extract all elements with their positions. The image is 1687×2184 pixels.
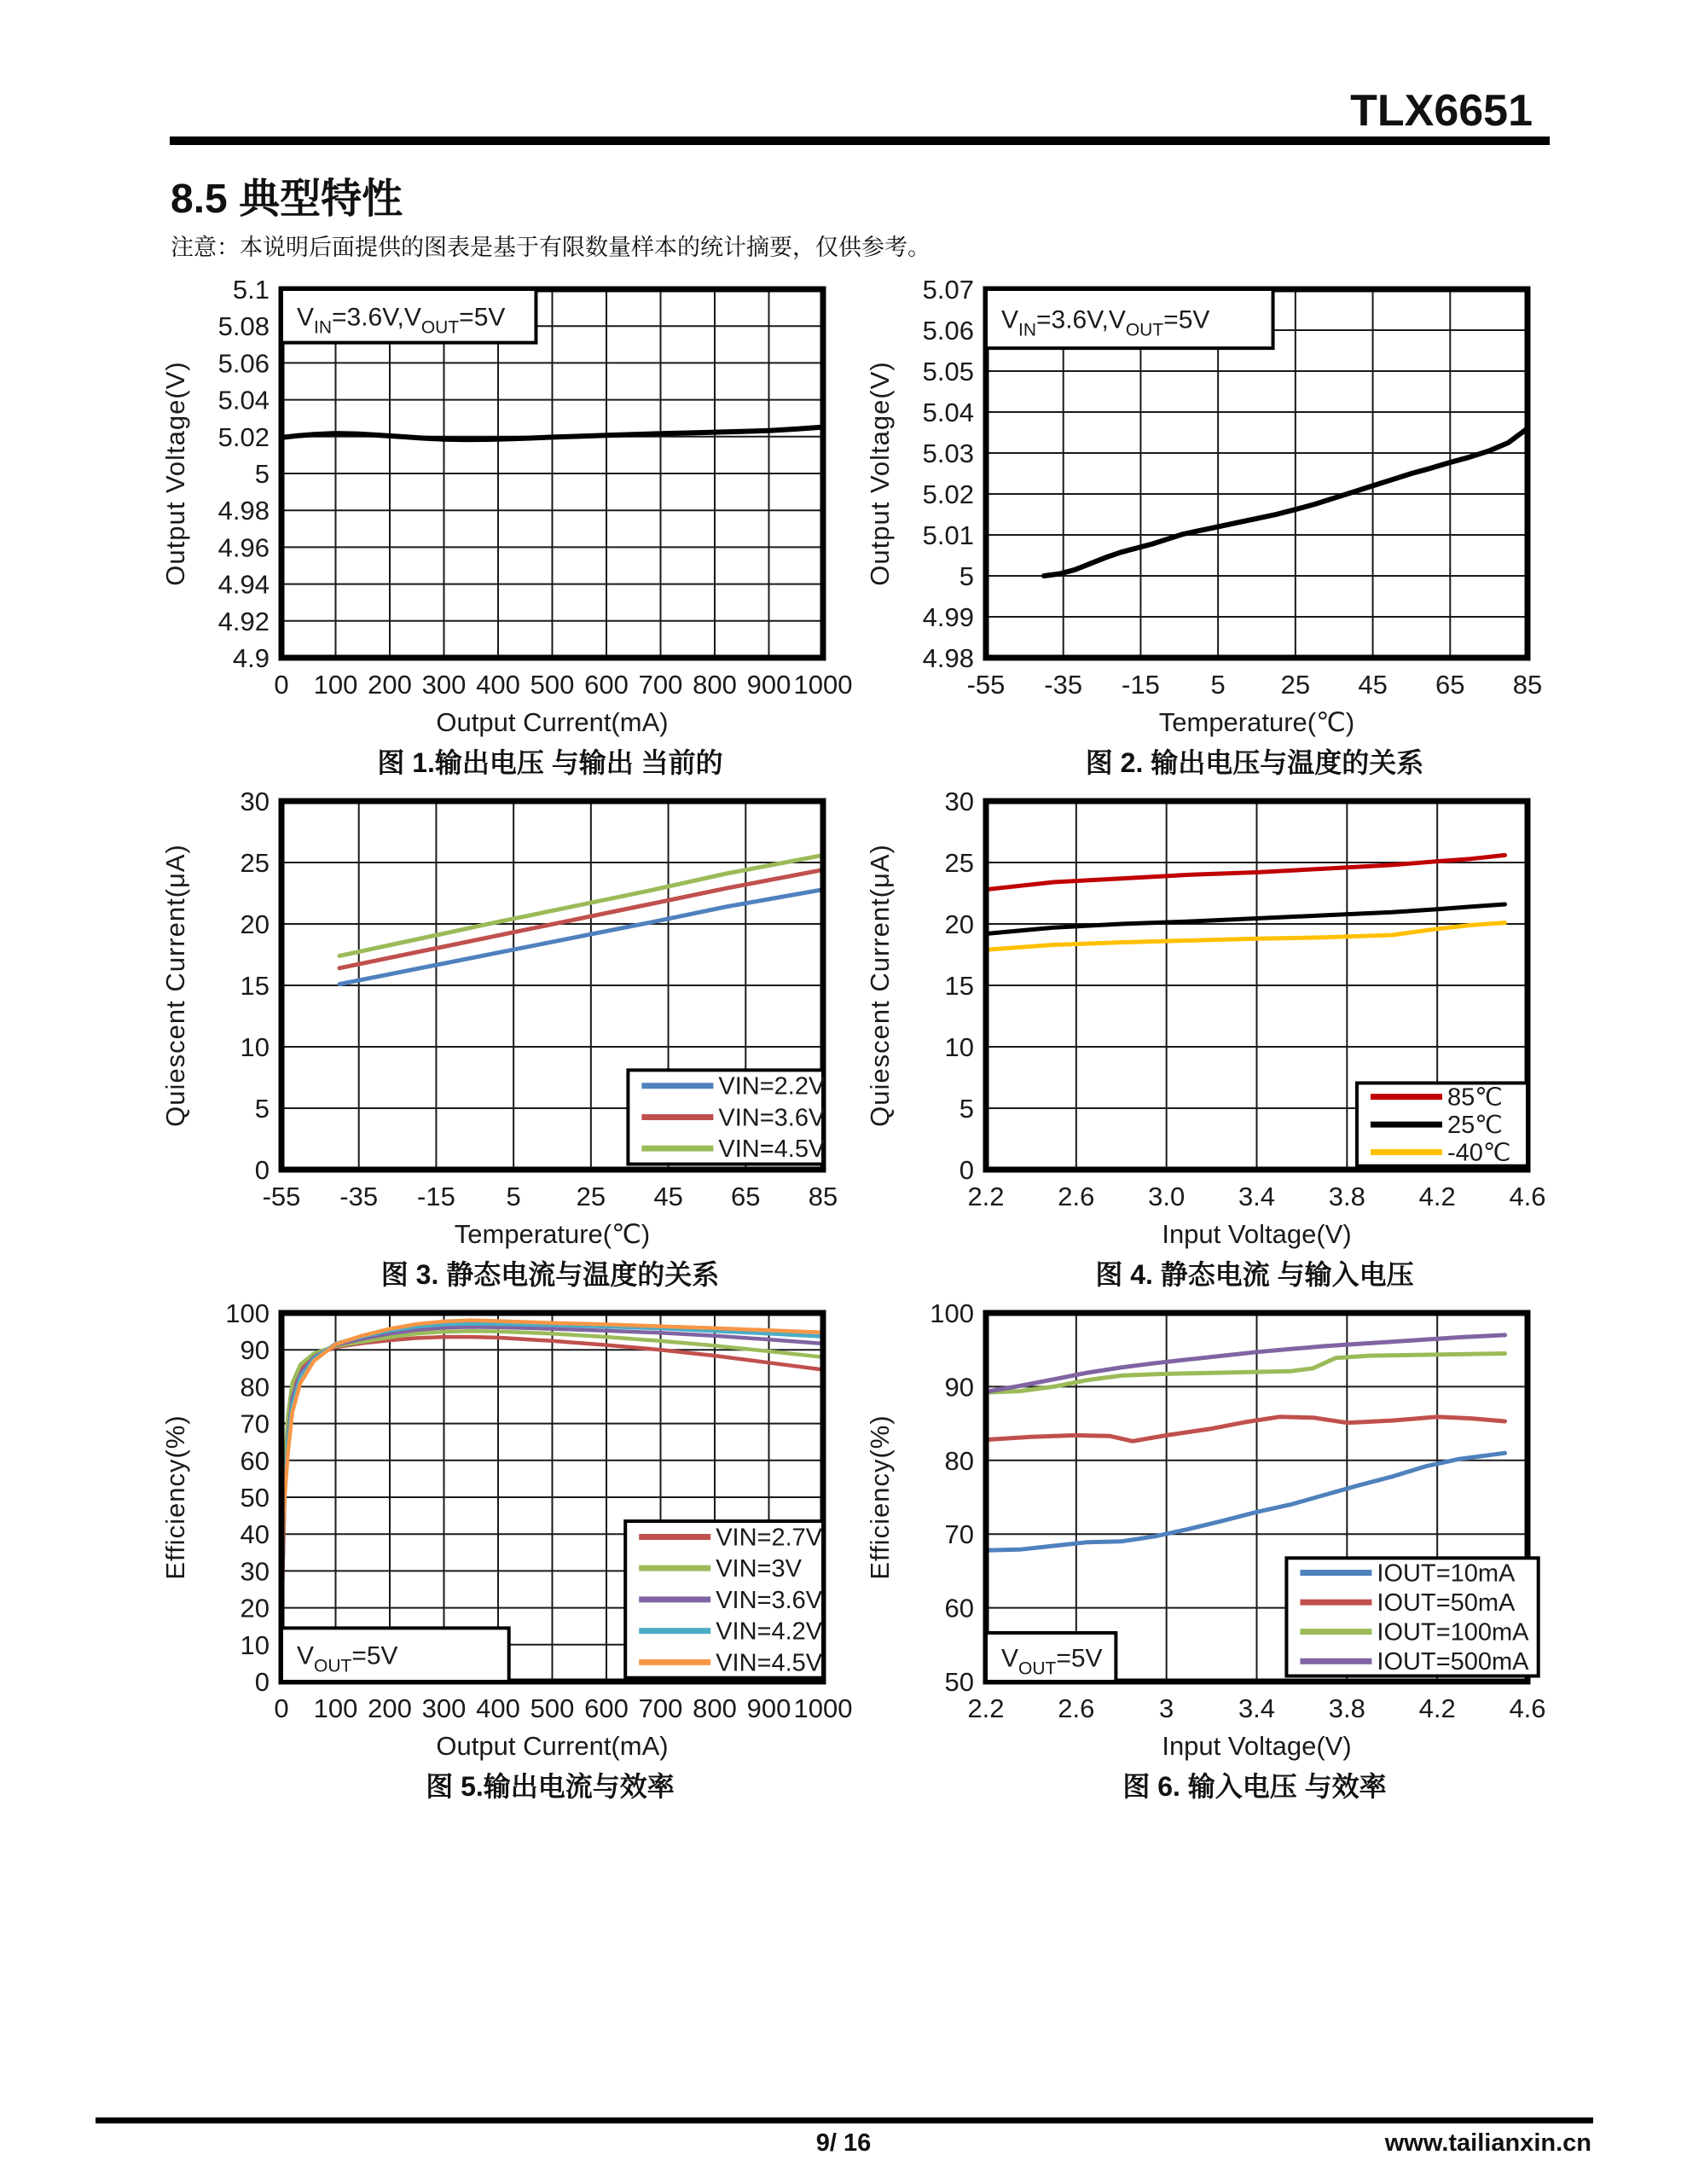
y-axis-label: Quiescent Current(μA)	[865, 844, 895, 1127]
svg-text:100: 100	[930, 1298, 974, 1328]
annotation-text: $V_{IN}=3.6V,V_{OUT}=5V$	[1001, 305, 1210, 340]
svg-text:3: 3	[1159, 1693, 1174, 1723]
chart-caption-1: 图 1.输出电压 与输出 当前的	[377, 747, 723, 778]
svg-text:4.9: 4.9	[232, 643, 270, 673]
legend-label: 85℃	[1446, 1083, 1503, 1112]
svg-text:5.04: 5.04	[217, 385, 270, 415]
svg-text:2.6: 2.6	[1058, 1182, 1095, 1211]
chart-figure-2	[858, 277, 1549, 787]
series-lines	[986, 855, 1505, 950]
svg-text:300: 300	[421, 1693, 467, 1723]
svg-text:600: 600	[584, 1693, 629, 1723]
svg-text:4.2: 4.2	[1418, 1182, 1456, 1211]
x-axis-label: Output Current(mA)	[436, 707, 669, 737]
chart-svg	[154, 1298, 853, 1762]
svg-text:80: 80	[240, 1372, 270, 1403]
svg-text:25: 25	[944, 848, 974, 878]
svg-text:70: 70	[240, 1409, 270, 1439]
series-lines	[1044, 428, 1528, 576]
series-VIN=4.5V	[339, 855, 823, 956]
svg-text:-35: -35	[1044, 670, 1083, 700]
chart-canvas-1	[154, 275, 853, 738]
svg-text:5.01: 5.01	[922, 520, 974, 550]
chart-figure-1	[154, 275, 853, 787]
svg-text:400: 400	[476, 1693, 520, 1723]
svg-text:65: 65	[731, 1182, 761, 1211]
svg-text:500: 500	[530, 670, 575, 700]
svg-text:3.4: 3.4	[1238, 1182, 1276, 1211]
svg-text:5.04: 5.04	[922, 398, 974, 427]
y-axis-label: Output Voltage(V)	[865, 361, 895, 586]
svg-text:800: 800	[693, 670, 737, 700]
legend-label: VIN=4.5V	[716, 1649, 823, 1677]
chart-canvas-3	[154, 789, 844, 1250]
chart-svg	[858, 1298, 1549, 1762]
svg-text:800: 800	[693, 1693, 737, 1723]
svg-text:90: 90	[944, 1372, 974, 1403]
svg-text:4.6: 4.6	[1509, 1693, 1546, 1723]
svg-text:5: 5	[254, 1094, 270, 1124]
svg-text:200: 200	[368, 670, 412, 700]
legend-label: IOUT=50mA	[1377, 1589, 1516, 1618]
chart-canvas-2	[858, 277, 1549, 738]
series-VIN=3.6V	[339, 870, 823, 968]
section-note: 注意：本说明后面提供的图表是基于有限数量样本的统计摘要，仅供参考。	[171, 235, 930, 260]
svg-text:3.0: 3.0	[1148, 1182, 1186, 1211]
series-VOUT	[1044, 428, 1528, 576]
annotation-text: $V_{OUT}=5V$	[1001, 1644, 1103, 1679]
svg-text:65: 65	[1435, 670, 1465, 700]
annotation-text: $V_{IN}=3.6V,V_{OUT}=5V$	[297, 303, 506, 338]
svg-text:4.2: 4.2	[1418, 1693, 1456, 1723]
svg-text:-15: -15	[1122, 670, 1160, 700]
svg-text:600: 600	[584, 670, 629, 700]
svg-text:5.02: 5.02	[922, 479, 974, 509]
svg-text:0: 0	[274, 1693, 289, 1723]
svg-text:0: 0	[254, 1667, 270, 1697]
legend-label: 25℃	[1446, 1112, 1503, 1140]
svg-text:85: 85	[808, 1182, 838, 1211]
svg-text:-55: -55	[966, 670, 1006, 700]
svg-text:5.07: 5.07	[922, 275, 974, 305]
chart-svg	[858, 789, 1549, 1250]
chart-caption-5: 图 5.输出电流与效率	[426, 1771, 675, 1802]
series-lines	[339, 855, 823, 984]
svg-text:50: 50	[240, 1483, 270, 1513]
y-axis-label: Output Voltage(V)	[160, 361, 190, 586]
chart-svg	[154, 275, 853, 738]
gridlines	[281, 289, 823, 658]
svg-text:100: 100	[225, 1298, 270, 1328]
svg-text:20: 20	[240, 1593, 270, 1623]
svg-text:5: 5	[254, 459, 270, 489]
svg-text:0: 0	[274, 670, 289, 700]
svg-text:100: 100	[313, 1693, 358, 1723]
header-rule	[170, 136, 1550, 145]
chart-canvas-6	[858, 1298, 1549, 1762]
svg-text:50: 50	[944, 1667, 974, 1697]
legend-label: VIN=4.5V	[718, 1136, 826, 1164]
product-title: TLX6651	[1350, 86, 1533, 136]
svg-text:85: 85	[1512, 670, 1543, 700]
svg-text:700: 700	[638, 1693, 683, 1723]
svg-text:10: 10	[240, 1032, 270, 1062]
svg-text:5.03: 5.03	[922, 439, 974, 468]
svg-text:0: 0	[254, 1155, 270, 1185]
svg-text:15: 15	[944, 971, 974, 1001]
svg-text:900: 900	[746, 670, 791, 700]
svg-text:40: 40	[240, 1519, 270, 1550]
svg-text:5.06: 5.06	[217, 348, 270, 379]
chart-figure-6	[858, 1298, 1549, 1811]
x-axis-label: Input Voltage(V)	[1162, 1219, 1352, 1249]
svg-text:30: 30	[240, 1556, 270, 1587]
series-85C	[986, 855, 1505, 889]
svg-text:10: 10	[944, 1032, 974, 1062]
legend-label: VIN=2.2V	[718, 1072, 826, 1101]
series-IOUT=50mA	[986, 1417, 1505, 1442]
legend-label: VIN=3.6V	[716, 1586, 823, 1614]
svg-text:10: 10	[240, 1629, 270, 1660]
chart-canvas-5	[154, 1298, 853, 1762]
series-IOUT=10mA	[986, 1453, 1505, 1550]
svg-text:45: 45	[1358, 670, 1388, 700]
legend-label: VIN=3.6V	[718, 1104, 826, 1132]
svg-text:5: 5	[506, 1182, 521, 1211]
legend-label: -40℃	[1446, 1139, 1511, 1167]
svg-text:60: 60	[240, 1445, 270, 1476]
svg-text:5.02: 5.02	[217, 421, 270, 452]
svg-text:5: 5	[959, 1094, 974, 1124]
svg-text:25: 25	[240, 848, 270, 878]
svg-text:30: 30	[944, 787, 974, 816]
y-axis-label: Quiescent Current(μA)	[160, 844, 190, 1127]
chart-figure-3	[154, 789, 844, 1299]
chart-canvas-4	[858, 789, 1549, 1250]
chart-figure-4	[858, 789, 1549, 1299]
svg-text:300: 300	[421, 670, 467, 700]
legend-label: VIN=2.7V	[716, 1524, 823, 1552]
svg-text:5.08: 5.08	[217, 311, 270, 342]
svg-text:500: 500	[530, 1693, 575, 1723]
svg-text:2.2: 2.2	[967, 1693, 1005, 1723]
svg-text:60: 60	[944, 1593, 974, 1623]
chart-svg	[154, 789, 844, 1250]
svg-text:2.6: 2.6	[1058, 1693, 1095, 1723]
svg-text:30: 30	[240, 787, 270, 816]
svg-text:3.8: 3.8	[1328, 1182, 1365, 1211]
svg-text:1000: 1000	[793, 1693, 853, 1723]
svg-text:900: 900	[746, 1693, 791, 1723]
y-axis-label: Efficiency(%)	[160, 1414, 190, 1580]
svg-text:700: 700	[638, 670, 683, 700]
chart-caption-6: 图 6. 输入电压 与效率	[1122, 1771, 1387, 1802]
svg-text:4.92: 4.92	[217, 606, 270, 636]
series-lines	[986, 1335, 1505, 1550]
svg-text:5: 5	[959, 561, 974, 591]
svg-text:15: 15	[240, 971, 270, 1001]
y-axis-label: Efficiency(%)	[865, 1414, 895, 1580]
legend-label: VIN=4.2V	[716, 1618, 823, 1646]
chart-caption-4: 图 4. 静态电流 与输入电压	[1095, 1259, 1414, 1290]
svg-text:25: 25	[1280, 670, 1311, 700]
svg-text:20: 20	[240, 909, 270, 939]
x-axis-label: Temperature(℃)	[454, 1219, 651, 1249]
footer-rule	[96, 2117, 1593, 2123]
x-axis-label: Input Voltage(V)	[1162, 1731, 1352, 1761]
x-axis-label: Temperature(℃)	[1158, 707, 1355, 737]
x-axis-label: Output Current(mA)	[436, 1731, 669, 1761]
svg-text:4.98: 4.98	[217, 496, 270, 526]
svg-text:400: 400	[476, 670, 520, 700]
svg-text:90: 90	[240, 1335, 270, 1366]
section-heading: 8.5 典型特性	[171, 177, 403, 222]
svg-text:5: 5	[1210, 670, 1226, 700]
svg-text:-35: -35	[339, 1182, 379, 1211]
svg-text:4.99: 4.99	[922, 602, 974, 632]
svg-text:5.05: 5.05	[922, 357, 974, 386]
svg-text:4.6: 4.6	[1509, 1182, 1546, 1211]
svg-text:3.8: 3.8	[1328, 1693, 1365, 1723]
svg-text:5.1: 5.1	[232, 275, 270, 305]
svg-text:100: 100	[313, 670, 358, 700]
svg-text:70: 70	[944, 1519, 974, 1550]
svg-text:5.06: 5.06	[922, 316, 974, 346]
svg-text:2.2: 2.2	[967, 1182, 1005, 1211]
svg-text:0: 0	[959, 1155, 974, 1185]
svg-text:-55: -55	[262, 1182, 301, 1211]
website-url: www.tailianxin.cn	[1384, 2129, 1591, 2157]
svg-text:20: 20	[944, 909, 974, 939]
legend-label: IOUT=100mA	[1377, 1618, 1529, 1647]
svg-text:45: 45	[653, 1182, 683, 1211]
charts-grid	[154, 277, 1549, 1811]
page-number: 9/ 16	[815, 2129, 872, 2157]
chart-caption-2: 图 2. 输出电压与温度的关系	[1085, 747, 1424, 778]
svg-text:4.98: 4.98	[922, 643, 974, 673]
svg-text:4.94: 4.94	[217, 569, 270, 600]
legend-label: VIN=3V	[716, 1555, 802, 1583]
svg-text:80: 80	[944, 1445, 974, 1476]
chart-svg	[858, 277, 1549, 738]
legend-label: IOUT=10mA	[1377, 1560, 1516, 1588]
svg-text:25: 25	[576, 1182, 606, 1211]
svg-text:-15: -15	[417, 1182, 455, 1211]
svg-text:3.4: 3.4	[1238, 1693, 1276, 1723]
chart-figure-5	[154, 1298, 853, 1811]
svg-text:4.96: 4.96	[217, 532, 270, 563]
legend-label: IOUT=500mA	[1377, 1648, 1529, 1676]
svg-text:200: 200	[368, 1693, 412, 1723]
annotation-text: $V_{OUT}=5V$	[297, 1641, 398, 1676]
svg-text:1000: 1000	[793, 670, 853, 700]
chart-caption-3: 图 3. 静态电流与温度的关系	[380, 1259, 720, 1290]
